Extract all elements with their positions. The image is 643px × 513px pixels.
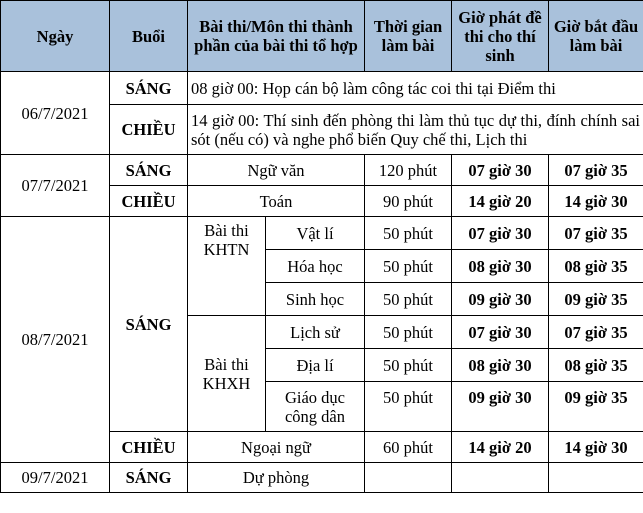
group-label-khtn: Bài thi KHTN — [188, 217, 266, 316]
start-time-cell: 14 giờ 30 — [549, 186, 643, 217]
date-cell: 09/7/2021 — [1, 463, 110, 493]
distribute-time-cell: 07 giờ 30 — [452, 217, 549, 250]
subject-cell: Toán — [188, 186, 365, 217]
distribute-time-cell: 08 giờ 30 — [452, 250, 549, 283]
duration-cell: 120 phút — [365, 155, 452, 186]
subject-cell: Ngoại ngữ — [188, 432, 365, 463]
group-label-khxh: Bài thi KHXH — [188, 316, 266, 432]
start-time-cell: 14 giờ 30 — [549, 432, 643, 463]
duration-cell: 50 phút — [365, 250, 452, 283]
start-time-cell: 09 giờ 35 — [549, 283, 643, 316]
session-cell: SÁNG — [110, 155, 188, 186]
distribute-time-cell: 07 giờ 30 — [452, 316, 549, 349]
subject-cell: Vật lí — [266, 217, 365, 250]
distribute-time-cell: 14 giờ 20 — [452, 432, 549, 463]
session-cell: SÁNG — [110, 463, 188, 493]
duration-cell: 50 phút — [365, 349, 452, 382]
notice-cell: 08 giờ 00: Họp cán bộ làm công tác coi thi tại Điểm thi — [188, 72, 643, 105]
header-row — [1, 1, 643, 72]
duration-cell: 90 phút — [365, 186, 452, 217]
table-row — [1, 155, 643, 186]
distribute-time-cell: 09 giờ 30 — [452, 382, 549, 432]
subject-cell: Ngữ văn — [188, 155, 365, 186]
empty-cell — [452, 463, 549, 493]
duration-cell: 50 phút — [365, 217, 452, 250]
start-time-cell: 09 giờ 35 — [549, 382, 643, 432]
distribute-time-cell: 09 giờ 30 — [452, 283, 549, 316]
session-cell: CHIỀU — [110, 432, 188, 463]
header-bai-thi: Bài thi/Môn thi thành phần của bài thi tổ hợp — [188, 1, 365, 72]
distribute-time-cell: 07 giờ 30 — [452, 155, 549, 186]
subject-cell: Hóa học — [266, 250, 365, 283]
notice-cell: 14 giờ 00: Thí sinh đến phòng thi làm thủ tục dự thi, đính chính sai sót (nếu có) và nghe phổ biến Quy chế thi, Lịch thi — [188, 105, 643, 155]
date-cell: 07/7/2021 — [1, 155, 110, 217]
session-cell: CHIỀU — [110, 186, 188, 217]
subject-cell: Dự phòng — [188, 463, 365, 493]
date-cell: 08/7/2021 — [1, 217, 110, 463]
header-ngay: Ngày — [1, 1, 110, 72]
duration-cell: 50 phút — [365, 316, 452, 349]
date-cell: 06/7/2021 — [1, 72, 110, 155]
table-row — [1, 463, 643, 493]
subject-cell: Lịch sử — [266, 316, 365, 349]
distribute-time-cell: 14 giờ 20 — [452, 186, 549, 217]
header-buoi: Buổi — [110, 1, 188, 72]
duration-cell: 50 phút — [365, 283, 452, 316]
session-cell: SÁNG — [110, 217, 188, 432]
start-time-cell: 08 giờ 35 — [549, 250, 643, 283]
empty-cell — [365, 463, 452, 493]
start-time-cell: 08 giờ 35 — [549, 349, 643, 382]
duration-cell: 50 phút — [365, 382, 452, 432]
start-time-cell: 07 giờ 35 — [549, 155, 643, 186]
header-thoi-gian: Thời gian làm bài — [365, 1, 452, 72]
subject-cell: Sinh học — [266, 283, 365, 316]
subject-cell: Địa lí — [266, 349, 365, 382]
distribute-time-cell: 08 giờ 30 — [452, 349, 549, 382]
header-gio-phat: Giờ phát đề thi cho thí sinh — [452, 1, 549, 72]
start-time-cell: 07 giờ 35 — [549, 217, 643, 250]
table-row — [1, 72, 643, 105]
duration-cell: 60 phút — [365, 432, 452, 463]
session-cell: CHIỀU — [110, 105, 188, 155]
subject-cell: Giáo dục công dân — [266, 382, 365, 432]
header-gio-bat-dau: Giờ bắt đầu làm bài — [549, 1, 643, 72]
table-row — [1, 217, 643, 250]
start-time-cell: 07 giờ 35 — [549, 316, 643, 349]
session-cell: SÁNG — [110, 72, 188, 105]
empty-cell — [549, 463, 643, 493]
